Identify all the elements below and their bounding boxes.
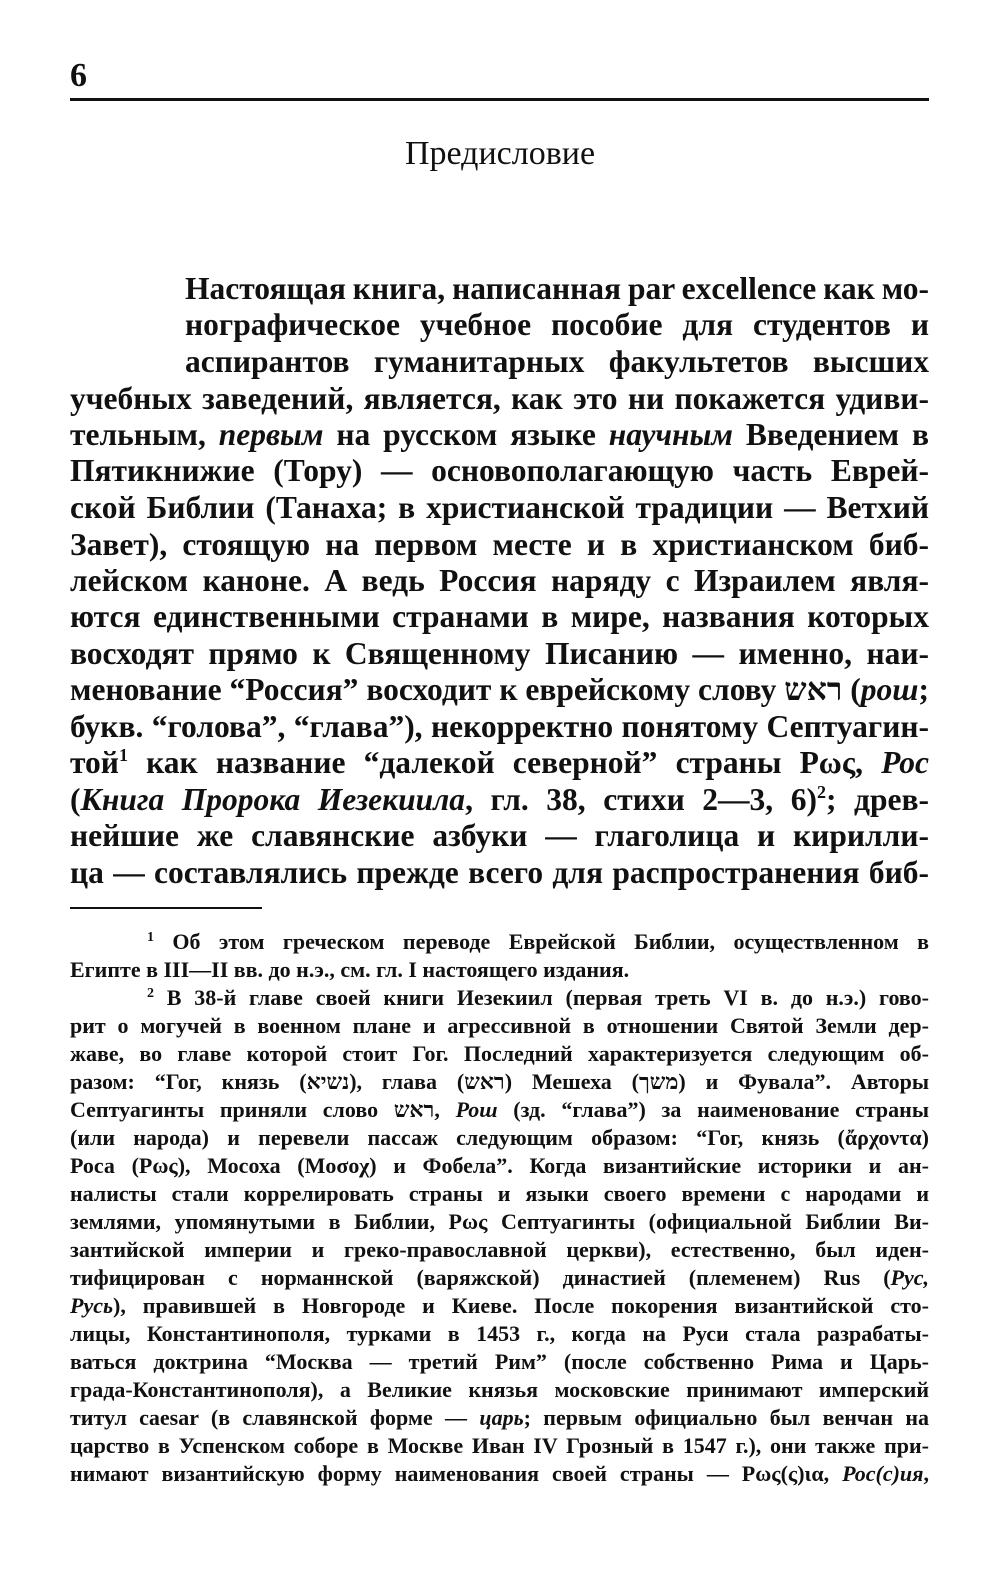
footnote-line: $^2$ В 38-й главе своей книги Иезекиил (первая треть VI в. до н.э.) гово-: [147, 985, 929, 1010]
main-text-line: ской Библии (Танаха; в христианской традиции — Ветхий: [70, 490, 929, 525]
main-text-line: нейшие же славянские азбуки — глаголица и кирилли-: [70, 818, 929, 853]
footnote-line: ваться доктрина “Москва — третий Рим” (после собственно Рима и Царь-: [70, 1349, 929, 1374]
footnote-line: Русь), правившей в Новгороде и Киеве. После покорения византийской сто-: [70, 1293, 929, 1318]
main-text-line: восходят прямо к Священному Писанию — именно, наи-: [70, 636, 929, 671]
footnote-line: налисты стали коррелировать страны и языки своего времени с народами и: [70, 1181, 929, 1206]
footnote-rule: [70, 907, 262, 909]
page-title: Предисловие: [404, 135, 596, 172]
italic-word-nauchnym: научным: [608, 417, 733, 452]
main-text-line: Настоящая книга, написанная par excellence как мо-: [185, 271, 929, 306]
page-number: 6: [70, 57, 87, 94]
footnote-line: тифицирован с норманнской (варяжской) династией (племенем) Rus (Рус,: [70, 1265, 930, 1290]
footnote-line: Роса (Ρως), Мосоха (Μοσοχ) и Фобела”. Когда византийские историки и ан-: [70, 1153, 929, 1178]
main-text-line: Пятикнижие (Тору) — основополагающую часть Еврей-: [70, 453, 929, 488]
footnote-line: землями, упомянутыми в Библии, Ρως Септуагинты (официальной Библии Ви-: [70, 1209, 929, 1234]
main-text-line: той$^1$ как название “далекой северной” страны Ρως, Рос: [70, 745, 929, 780]
footnote-line: Септуагинты приняли слово ראש, Рош (зд. “глава”) за наименование страны: [70, 1097, 930, 1122]
main-text-line: букв. “голова”, “глава”), некорректно понятому Септуагин-: [70, 709, 929, 744]
main-text-line: учебных заведений, является, как это ни покажется удиви-: [70, 381, 929, 416]
main-text-line: ца — составлялись прежде всего для распространения биб-: [70, 855, 929, 890]
main-text-line: аспирантов гуманитарных факультетов высших: [185, 344, 929, 379]
main-text-line: нографическое учебное пособие для студентов и: [185, 307, 929, 342]
footnote-line: жаве, во главе которой стоит Гог. Последний характеризуется следующим об-: [70, 1041, 929, 1066]
main-text-line: (Книга Пророка Иезекиила, гл. 38, стихи 2—3, 6)$^2$; древ-: [70, 782, 929, 817]
footnote-line: нимают византийскую форму наименования своей страны — Ρως(ς)ια, Рос(с)ия,: [70, 1461, 929, 1486]
main-text-line: Завет), стоящую на первом месте и в христианском биб-: [70, 527, 929, 562]
main-text-line: лейском каноне. А ведь Россия наряду с Израилем явля-: [70, 563, 929, 598]
hebrew-word: ראש: [784, 672, 843, 707]
footnote-line: царство в Успенском соборе в Москве Иван IV Грозный в 1547 г.), они также при-: [70, 1433, 929, 1458]
footnote-line: лицы, Константинополя, турками в 1453 г., когда на Руси стала разрабаты-: [70, 1321, 929, 1346]
footnote-number: 2: [147, 986, 154, 1001]
footnote-ref[interactable]: 1: [118, 745, 128, 765]
footnote-line: рит о могучей в военном плане и агрессивной в отношении Святой Земли дер-: [70, 1013, 929, 1038]
main-text-line: тельным, первым на русском языке научным Введением в: [70, 417, 929, 452]
footnote-number: 1: [147, 930, 154, 945]
header-rule: [70, 98, 929, 101]
footnote-line: титул caesar (в славянской форме — царь; первым официально был венчан на: [70, 1405, 929, 1430]
main-text-line: менование “Россия” восходит к еврейскому слову ראש (рош;: [70, 672, 929, 707]
footnote-line: $^1$ Об этом греческом переводе Еврейской Библии, осуществленном в: [147, 929, 929, 954]
footnote-line: зантийской империи и греко-православной церкви), естественно, был иден-: [70, 1237, 929, 1262]
italic-word-pervym: первым: [218, 417, 324, 452]
footnote-line: Египте в III—II вв. до н.э., см. гл. I настоящего издания.: [70, 957, 630, 982]
footnote-line: (или народа) и перевели пассаж следующим образом: “Гог, князь (ἄρχοντα): [70, 1125, 929, 1150]
footnote-line: града-Константинополя), а Великие князья московские принимают имперский: [70, 1377, 929, 1402]
footnote-line: разом: “Гог, князь (נשיא), глава (ראש) Мешеха (משך) и Фувала”. Авторы: [70, 1069, 930, 1094]
footnote-ref[interactable]: 2: [817, 782, 826, 802]
main-text-line: ются единственными странами в мире, названия которых: [70, 599, 929, 634]
